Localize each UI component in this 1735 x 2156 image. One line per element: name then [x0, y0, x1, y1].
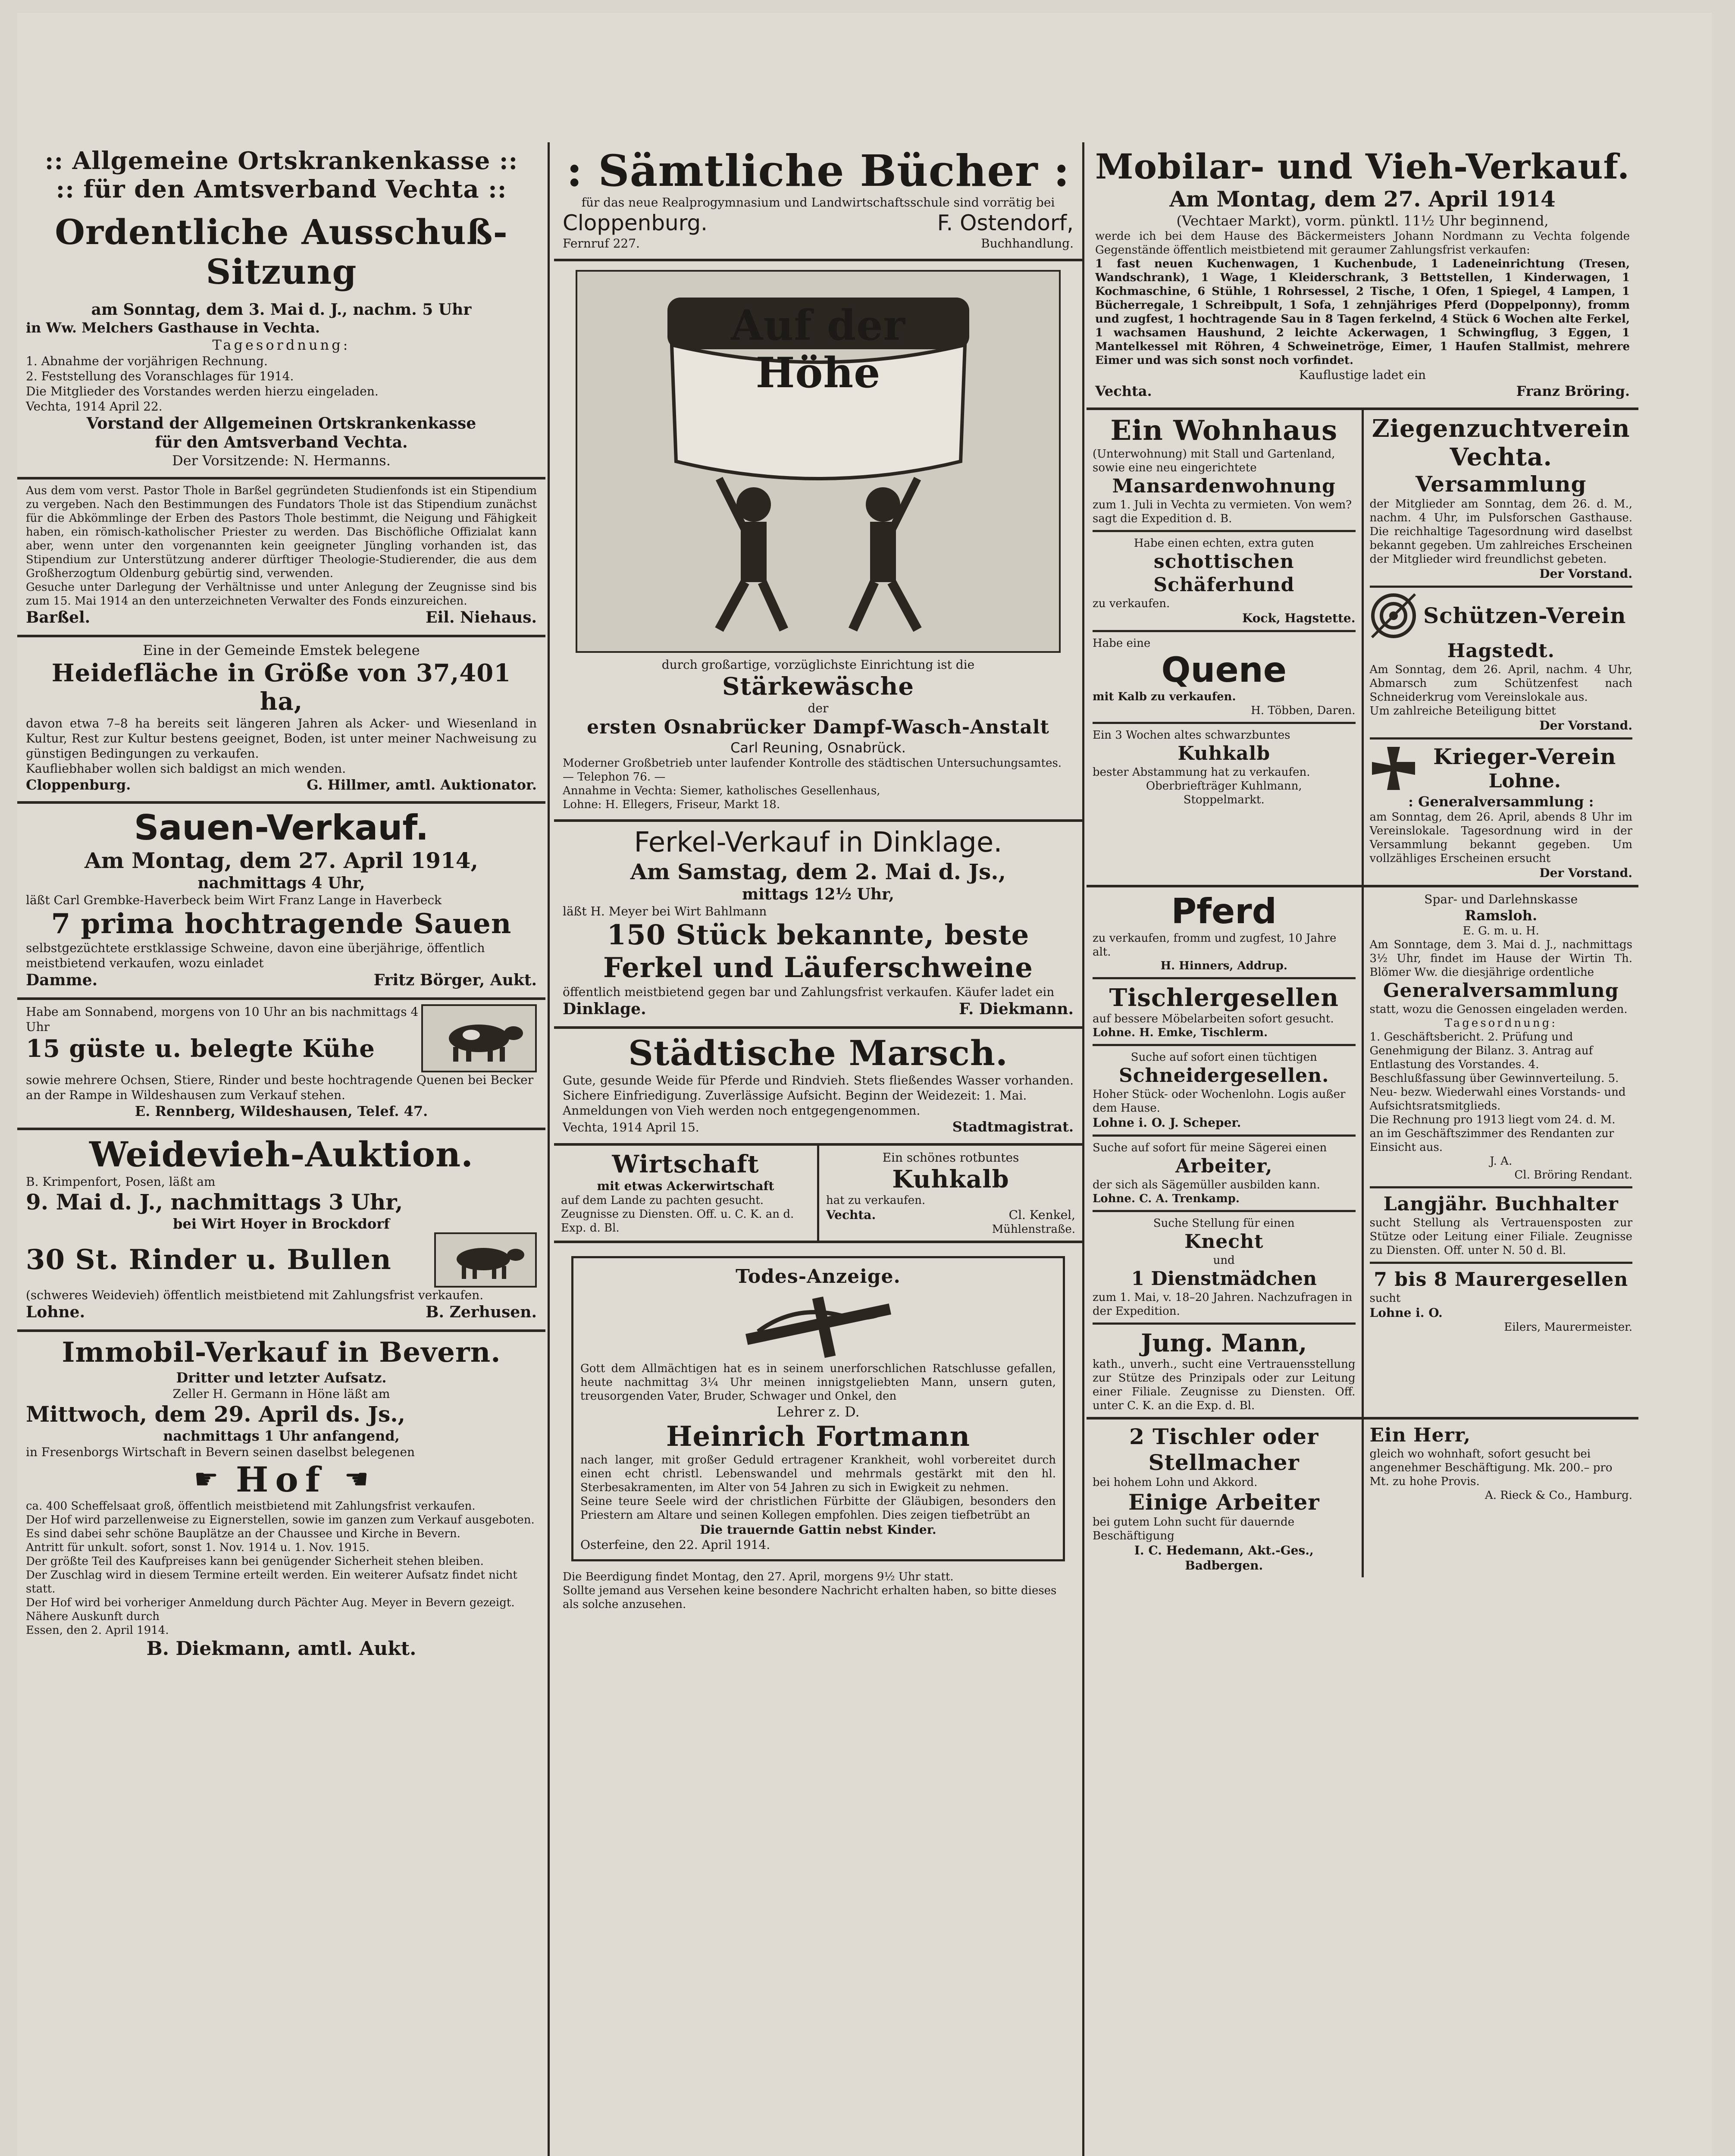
- ad-sauen-verkauf: [17, 804, 545, 1000]
- ad-headline: Ferkel und Läuferschweine: [603, 952, 1033, 984]
- ad-tischlergesellen: [1093, 979, 1356, 1046]
- ad-text: bester Abstammung hat zu verkaufen.: [1093, 766, 1310, 779]
- cross-wreath-illustration: [580, 1288, 1056, 1362]
- ad-text: Seine teure Seele wird der christlichen Fürbitte der Gläubigen, besonders den Priestern am Altare und seinen Kollegen empfohlen. Dies zeigen tiefbetrübt an: [580, 1495, 1056, 1522]
- ad-subtitle: mit etwas Ackerwirtschaft: [597, 1179, 774, 1193]
- ad-title: Todes-Anzeige.: [736, 1266, 901, 1288]
- ad-text: Suche Stellung für einen: [1153, 1217, 1295, 1230]
- ad-headline: 30 St. Rinder u. Bullen: [26, 1244, 391, 1276]
- ad-headline: Kuhkalb: [1178, 743, 1271, 765]
- ad-title: Weidevieh-Auktion.: [89, 1134, 473, 1175]
- agenda-list: 1. Geschäftsbericht. 2. Prüfung und Genehmigung der Bilanz. 3. Antrag auf Entlastung des Vorstandes. 4. Beschlußfassung über Gewinnverteilung. 5. Neu- bezw. Wiederwahl eines Vorstands- und Aufsichtsratsmitglieds.: [1369, 1031, 1626, 1112]
- ad-text: Der Hof wird parzellenweise zu Eignerstellen, sowie im ganzen zum Verkauf ausgeboten.: [26, 1514, 535, 1526]
- ad-signature: B. Diekmann, amtl. Aukt.: [146, 1638, 417, 1660]
- ad-title: Heidefläche in Größe von 37,401 ha,: [51, 659, 511, 716]
- ad-signature: Stoppelmarkt.: [1183, 793, 1265, 806]
- ad-immobil-verkauf: [17, 1332, 545, 1668]
- ad-headline: Generalversammlung: [1383, 980, 1619, 1002]
- sign-text: Auf der Höhe: [731, 301, 905, 397]
- ad-text: Aus dem vom verst. Pastor Thole in Barßel gegründeten Studienfonds ist ein Stipendium zu vergeben. Nach den Bestimmungen des Fundators Thole ist das Stipendium zunächst für die Abkömmlinge der Erben des Pastors Thole bestimmt, die Neigung und Fähigkeit haben, ein römisch-katholischer Priester zu werden. Das Bischöfliche Offizialat kann aber, wenn unter den vorgenannten kein geeigneter Jüngling vorhanden ist, das Stipendium zur Unterstützung anderer dürftiger Theologie-Studierender, die aus dem Großherzogtum Oldenburg gebürtig sind, verwenden.: [26, 484, 537, 580]
- ad-date: Vechta, 1914 April 15.: [563, 1120, 699, 1134]
- ad-text: Habe einen echten, extra guten: [1134, 537, 1314, 550]
- ad-date: Essen, den 2. April 1914.: [26, 1624, 169, 1637]
- ad-place: Cloppenburg.: [563, 210, 708, 235]
- ad-signature: Die trauernde Gattin nebst Kinder.: [700, 1523, 936, 1537]
- ad-text: ca. 400 Scheffelsaat groß, öffentlich meistbietend mit Zahlungsfrist verkaufen.: [26, 1500, 476, 1513]
- ad-text: in Ww. Melchers Gasthause in Vechta.: [26, 320, 320, 336]
- ad-firm: F. Ostendorf,: [937, 210, 1074, 235]
- ad-headline: Stellmacher: [1148, 1450, 1300, 1475]
- ad-signature: Vorstand der Allgemeinen Ortskrankenkasse: [86, 414, 476, 432]
- cow-illustration: [421, 1004, 537, 1072]
- ad-signature: A. Rieck & Co., Hamburg.: [1484, 1489, 1632, 1502]
- ad-title: Ordentliche Ausschuß-Sitzung: [55, 212, 508, 292]
- ad-schneidergesellen: [1093, 1046, 1356, 1137]
- cattle-icon: [442, 1238, 529, 1282]
- ad-text: Am Sonntage, dem 3. Mai d. J., nachmittags 3½ Uhr, findet im Hause der Wirtin Th. Blömer Ww. die diesjährige ordentliche: [1369, 938, 1632, 979]
- ad-text: und: [1213, 1254, 1235, 1267]
- ad-text: zum 1. Juli in Vechta zu vermieten. Von wem? sagt die Expedition d. B.: [1093, 498, 1352, 525]
- ad-text: auf dem Lande zu pachten gesucht. Zeugnisse zu Diensten. Off. u. C. K. an d. Exp. d. Bl.: [561, 1194, 794, 1235]
- ad-title: Immobil-Verkauf in Bevern.: [62, 1336, 501, 1369]
- ad-text: Ein 3 Wochen altes schwarzbuntes: [1093, 729, 1290, 742]
- ad-place: Lohne.: [26, 1303, 85, 1321]
- ad-text: Um zahlreiche Beteiligung bittet: [1369, 705, 1556, 718]
- ad-signature: B. Zerhusen.: [426, 1303, 537, 1321]
- ad-title: Kuhkalb: [892, 1165, 1009, 1194]
- ad-signature: J. A.: [1490, 1155, 1513, 1168]
- ad-text: (schweres Weidevieh) öffentlich meistbietend mit Zahlungsfrist verkaufen.: [26, 1288, 484, 1302]
- ad-signature: Stadtmagistrat.: [952, 1119, 1074, 1135]
- ad-row-1: [1087, 410, 1638, 887]
- ad-headline: Arbeiter,: [1175, 1155, 1273, 1177]
- agenda-item: 1. Abnahme der vorjährigen Rechnung.: [26, 354, 268, 368]
- ad-sparkasse: [1370, 892, 1633, 1188]
- ad-text: bei gutem Lohn sucht für dauernde Beschäftigung: [1093, 1516, 1295, 1542]
- ad-text: davon etwa 7–8 ha bereits seit längeren Jahren als Acker- und Wiesenland in Kultur, Rest zur Kultur bestens geeignet, Boden, ist unter meiner Nachweisung zu günstigen Bedingungen zu verkaufen.: [26, 716, 537, 761]
- ad-schuetzenverein: [1370, 588, 1633, 740]
- ad-text: Anmeldungen von Vieh werden noch entgegengenommen.: [563, 1103, 921, 1118]
- ad-place: Hagstedt.: [1447, 640, 1555, 662]
- ad-signature: Eil. Niehaus.: [426, 608, 537, 627]
- ad-text: Die Rechnung pro 1913 liegt vom 24. d. M. an im Geschäftszimmer des Rendanten zur Einsicht aus.: [1369, 1113, 1616, 1154]
- ad-shop: Buchhandlung.: [981, 236, 1074, 251]
- ad-left-stack: [1087, 887, 1362, 1417]
- ad-date: Am Montag, dem 27. April 1914: [1169, 186, 1556, 212]
- ad-text: der sich als Sägemüller ausbilden kann.: [1093, 1178, 1320, 1191]
- ad-text: bei hohem Lohn und Akkord.: [1093, 1476, 1258, 1489]
- ad-arbeiter: [1093, 1137, 1356, 1212]
- ad-pferd: [1093, 892, 1356, 979]
- ad-todesanzeige: [554, 1243, 1082, 1619]
- ad-buchhalter: [1370, 1188, 1633, 1264]
- ad-title: Städtische Marsch.: [628, 1033, 1008, 1073]
- ad-left-stack: [1087, 410, 1362, 885]
- ad-title: Mobilar- und Vieh-Verkauf.: [1095, 146, 1630, 187]
- ad-headline: 150 Stück bekannte, beste: [607, 919, 1030, 951]
- ad-text: Suche auf sofort für meine Sägerei einen: [1093, 1141, 1327, 1154]
- ad-title: Wirtschaft: [612, 1150, 759, 1178]
- ad-kuhkalb-2: [1093, 724, 1356, 807]
- ad-text: Gute, gesunde Weide für Pferde und Rindvieh. Stets fließendes Wasser vorhanden. Sichere Einfriedigung. Zuverlässige Aufsicht. Beginn der Weidezeit: 1. Mai.: [563, 1073, 1074, 1103]
- ad-headline: Langjähr. Buchhalter: [1383, 1193, 1619, 1215]
- ad-text: am Sonntag, dem 26. April, abends 8 Uhr im Vereinslokale. Tagesordnung wird in der Versammlung bekannt gegeben. Um vollzähliges Erscheinen ersucht: [1369, 811, 1632, 865]
- ad-signature: Kock, Hagstette.: [1242, 611, 1356, 625]
- ad-signature: E. Rennberg, Wildeshausen, Telef. 47.: [135, 1103, 428, 1119]
- ad-row-wirtschaft-kuhkalb: [554, 1146, 1082, 1243]
- ad-kuehe: [17, 1000, 545, 1130]
- ad-headline: Tischlergesellen: [1109, 984, 1339, 1012]
- ad-signature: Cl. Bröring Rendant.: [1514, 1169, 1632, 1181]
- column-middle: [554, 142, 1082, 2156]
- ad-date: Vechta, 1914 April 22.: [26, 399, 163, 414]
- ad-ortskrankenkasse: [17, 142, 545, 479]
- ad-signature: G. Hillmer, amtl. Auktionator.: [307, 777, 537, 793]
- ad-text: bei Wirt Hoyer in Brockdorf: [173, 1216, 390, 1232]
- ad-text: sucht: [1369, 1292, 1401, 1305]
- ad-text: Kaufliebhaber wollen sich baldigst an mich wenden.: [26, 761, 346, 776]
- ad-firm: ersten Osnabrücker Dampf-Wasch-Anstalt: [587, 716, 1049, 738]
- ad-knecht: [1093, 1212, 1356, 1325]
- ad-signature: Cl. Kenkel,: [1008, 1208, 1075, 1222]
- ad-text: Ein schönes rotbuntes: [882, 1150, 1019, 1165]
- ad-signature: Eilers, Maurermeister.: [1504, 1321, 1632, 1334]
- ad-right-stack: [1362, 410, 1639, 885]
- ad-title: Spar- und Darlehnskasse: [1424, 892, 1578, 906]
- ad-signature: Der Vorstand.: [1539, 718, 1632, 733]
- ad-quene: [1093, 632, 1356, 724]
- ad-place: Lohne i. O.: [1369, 1306, 1443, 1320]
- ad-text: Gesuche unter Darlegung der Verhältnisse und unter Anlegung der Zeugnisse sind bis zum 15. Mai 1914 an den unterzeichneten Verwalter des Fonds einzureichen.: [26, 581, 537, 608]
- ad-headline: Versammlung: [1416, 471, 1587, 497]
- ad-place: Lohne.: [1488, 770, 1561, 792]
- ad-signature: H. Hinners, Addrup.: [1160, 959, 1287, 972]
- ad-text: durch großartige, vorzüglichste Einrichtung ist die: [661, 658, 975, 672]
- ad-mobilar-verkauf: [1087, 142, 1638, 410]
- agenda-item: 2. Feststellung des Voranschlages für 1914.: [26, 369, 294, 383]
- ad-text: Hoher Stück- oder Wochenlohn. Logis außer dem Hause.: [1093, 1088, 1346, 1115]
- laundry-illustration: [576, 270, 1061, 653]
- ad-headline: : Generalversammlung :: [1408, 793, 1594, 810]
- ad-text: mit Kalb zu verkaufen.: [1093, 690, 1236, 703]
- ad-text: am Sonntag, dem 3. Mai d. J., nachm. 5 Uhr: [91, 301, 472, 319]
- ad-row-2: [1087, 887, 1638, 1420]
- ad-title: Ein Wohnhaus: [1110, 414, 1338, 447]
- ad-headline: Stärkewäsche: [722, 672, 914, 701]
- ad-text: Zeller H. Germann in Höne läßt am: [172, 1387, 390, 1401]
- ad-text: Antritt für unkult. sofort, sonst 1. Nov. 1914 u. 1. Nov. 1915.: [26, 1541, 370, 1554]
- ad-text: läßt H. Meyer bei Wirt Bahlmann: [563, 904, 767, 918]
- cattle-illustration: [434, 1232, 537, 1288]
- ad-text: mittags 12½ Uhr,: [742, 885, 894, 903]
- ad-text: Sollte jemand aus Versehen keine besondere Nachricht erhalten haben, so bitte dieses als solche anzusehen.: [563, 1584, 1057, 1611]
- column-rule-1: [548, 142, 550, 2156]
- ad-signature: F. Diekmann.: [958, 1000, 1074, 1018]
- ad-headline: Mansardenwohnung: [1112, 475, 1336, 497]
- ad-headline: Schneidergesellen.: [1119, 1065, 1329, 1087]
- ad-place: Vechta.: [826, 1208, 876, 1222]
- ad-header: :: für den Amtsverband Vechta ::: [56, 175, 507, 204]
- ad-title: : Sämtliche Bücher :: [566, 145, 1070, 196]
- ad-stipendium: [17, 479, 545, 637]
- obituary-rank: Lehrer z. D.: [777, 1404, 860, 1420]
- ad-text: B. Krimpenfort, Posen, läßt am: [26, 1175, 216, 1189]
- ad-text: Suche auf sofort einen tüchtigen: [1131, 1051, 1317, 1064]
- ad-text: Lohne: H. Ellegers, Friseur, Markt 18.: [563, 798, 780, 811]
- ad-date: Osterfeine, den 22. April 1914.: [580, 1538, 770, 1552]
- ad-date: Am Montag, dem 27. April 1914,: [85, 848, 478, 873]
- ad-headline: 15 güste u. belegte Kühe: [26, 1034, 375, 1063]
- obituary-name: Heinrich Fortmann: [666, 1420, 970, 1453]
- ad-text: zum 1. Mai, v. 18–20 Jahren. Nachzufragen in der Expedition.: [1093, 1291, 1353, 1318]
- ad-signature: für den Amtsverband Vechta.: [155, 433, 408, 451]
- ad-signature: Lohne. C. A. Trenkamp.: [1093, 1192, 1240, 1205]
- ad-hedemann: [1087, 1420, 1362, 1577]
- ad-text: Annahme in Vechta: Siemer, katholisches Gesellenhaus,: [563, 784, 880, 797]
- ad-text: (Vechtaer Markt), vorm. pünktl. 11½ Uhr beginnend,: [1176, 213, 1549, 229]
- ad-text: Der Hof wird bei vorheriger Anmeldung durch Pächter Aug. Meyer in Bevern gezeigt. Nähere Auskunft durch: [26, 1596, 515, 1623]
- ad-staedtische-marsch: [554, 1029, 1082, 1146]
- ad-text: Der größte Teil des Kaufpreises kann bei genügender Sicherheit stehen bleiben.: [26, 1555, 484, 1568]
- ad-text: Habe eine: [1093, 637, 1151, 650]
- ad-place: Vechta.: [1095, 383, 1152, 399]
- ad-subtitle: E. G. m. u. H.: [1463, 924, 1539, 937]
- ad-text: in Fresenborgs Wirtschaft in Bevern seinen daselbst belegenen: [26, 1445, 415, 1459]
- ad-text: nachmittags 4 Uhr,: [197, 874, 365, 892]
- ad-title: Ferkel-Verkauf in Dinklage.: [634, 827, 1002, 859]
- ad-text: (Unterwohnung) mit Stall und Gartenland, sowie eine neu eingerichtete: [1093, 448, 1335, 474]
- ad-text: Eine in der Gemeinde Emstek belegene: [143, 642, 420, 658]
- cross-icon: [706, 1288, 930, 1362]
- ad-text: zu verkaufen.: [1093, 597, 1170, 610]
- cow-icon: [432, 1012, 526, 1064]
- ad-wirtschaft: [554, 1146, 817, 1241]
- ad-phone: Fernruf 227.: [563, 236, 640, 251]
- agenda-label: Tagesordnung:: [1444, 1017, 1558, 1030]
- ad-text: öffentlich meistbietend gegen bar und Zahlungsfrist verkaufen. Käufer ladet ein: [563, 985, 1055, 999]
- ad-ferkel-verkauf: [554, 822, 1082, 1029]
- ad-headline: Hof: [235, 1459, 327, 1500]
- obituary-frame: [571, 1256, 1065, 1561]
- ad-signature: Lohne. H. Emke, Tischlerm.: [1093, 1026, 1268, 1039]
- ad-row-3: [1087, 1420, 1638, 1577]
- ad-text: statt, wozu die Genossen eingeladen werden.: [1369, 1003, 1628, 1016]
- ad-text: Der Zuschlag wird in diesem Termine erteilt werden. Ein weiterer Aufsatz findet nicht statt.: [26, 1569, 517, 1595]
- ad-signature: Der Vorstand.: [1539, 567, 1632, 581]
- ad-text: nach langer, mit großer Geduld ertragener Krankheit, wohl vorbereitet durch einen echt christl. Lebenswandel und mehrmals gestärkt mit den hl. Sterbesakramenten, im Alter von 54 Jahren zu sich in Ewigkeit zu nehmen.: [580, 1454, 1056, 1494]
- column-rule-2: [1082, 142, 1084, 2156]
- ad-text: selbstgezüchtete erstklassige Schweine, davon eine überjährige, öffentlich meistbietend verkaufen, wozu einladet: [26, 941, 485, 970]
- ad-ein-herr: [1362, 1420, 1639, 1577]
- ad-signature: H. Többen, Daren.: [1251, 704, 1356, 717]
- ad-title: Krieger-Verein: [1433, 744, 1616, 769]
- column-right: [1087, 142, 1638, 2156]
- agenda-label: Tagesordnung:: [212, 337, 351, 353]
- ad-firm: I. C. Hedemann, Akt.-Ges.,: [1134, 1543, 1314, 1557]
- ad-title: Schützen-Verein: [1423, 603, 1626, 628]
- ad-jung-mann: [1093, 1325, 1356, 1413]
- ad-signature: Der Vorstand.: [1539, 866, 1632, 880]
- ad-text: sowie mehrere Ochsen, Stiere, Rinder und beste hochtragende Quenen bei Becker an der Rampe in Wildeshausen zum Verkauf stehen.: [26, 1073, 534, 1102]
- ad-text: Habe am Sonnabend, morgens von 10 Uhr an bis nachmittags 4 Uhr: [26, 1005, 419, 1034]
- ad-place: Barßel.: [26, 608, 91, 627]
- ad-subtitle: Dritter und letzter Aufsatz.: [176, 1369, 387, 1386]
- ad-signature: Oberbriefträger Kuhlmann,: [1146, 780, 1302, 793]
- ad-place: Badbergen.: [1185, 1558, 1263, 1573]
- ad-headline: 1 Dienstmädchen: [1131, 1268, 1317, 1290]
- ad-signature: Der Vorsitzende: N. Hermanns.: [172, 452, 391, 469]
- ad-headline: Ein Herr,: [1369, 1424, 1471, 1446]
- ad-date: Mittwoch, dem 29. April ds. Js.,: [26, 1401, 406, 1427]
- ad-text: Kauflustige ladet ein: [1299, 368, 1426, 382]
- ad-schaeferhund: [1093, 532, 1356, 632]
- ad-headline: 2 Tischler oder: [1129, 1424, 1319, 1449]
- ad-headline: schottischen Schäferhund: [1153, 551, 1295, 596]
- ad-headline: Knecht: [1184, 1231, 1264, 1253]
- ad-signature: Franz Bröring.: [1516, 383, 1630, 399]
- ad-text: werde ich bei dem Hause des Bäckermeisters Johann Nordmann zu Vechta folgende Gegenstände öffentlich meistbietend mit geraumer Zahlungsfrist verkaufen:: [1095, 230, 1630, 257]
- column-left: [17, 142, 545, 2156]
- ad-text: Die Mitglieder des Vorstandes werden hierzu eingeladen.: [26, 384, 379, 398]
- ad-date: 9. Mai d. J., nachmittags 3 Uhr,: [26, 1189, 403, 1215]
- ad-headline: Quene: [1161, 650, 1287, 690]
- ad-list: 1 fast neuen Kuchenwagen, 1 Kuchenbude, 1 Ladeneinrichtung (Tresen, Wandschrank), 1 Wage, 1 Kleiderschrank, 3 Bettstellen, 1 Kinderwagen, 1 Kochmaschine, 6 Stühle, 1 Rohrsessel, 2 Tische, 1 Ofen, 1 Spiegel, 4 Lampen, 1 Bücherregale, 1 Schreibpult, 1 Sofa, 1 zehnjähriges Pferd (Doppelponny), fromm und zugfest, 1 hochtragende Sau in 8 Tagen ferkelnd, 4 Stück 6 Wochen alte Ferkel, 1 wachsamen Haushund, 2 leichte Ackerwagen, 1 Schwingflug, 3 Eggen, 1 Mantelkessel mit Röhren, 4 Schweinetröge, Eimer, 1 Haufen Stallmist, mehrere Eimer und was sich sonst noch vorfindet.: [1095, 257, 1630, 367]
- ad-text: Am Sonntag, dem 26. April, nachm. 4 Uhr, Abmarsch zum Schützenfest nach Schneiderkrug vom Vereinslokale aus.: [1369, 663, 1632, 704]
- ad-text: gleich wo wohnhaft, sofort gesucht bei angenehmer Beschäftigung. Mk. 200.– pro Mt. zu hohe Provis.: [1369, 1448, 1613, 1488]
- ad-right-stack: [1362, 887, 1639, 1417]
- ad-signature: Lohne i. O. J. Scheper.: [1093, 1116, 1241, 1130]
- ad-buecher: [554, 142, 1082, 261]
- ad-headline: Pferd: [1171, 891, 1277, 931]
- ad-headline: 7 prima hochtragende Sauen: [51, 908, 512, 940]
- newspaper-page: [17, 13, 1712, 2156]
- ad-place: Ramsloh.: [1465, 907, 1538, 924]
- ad-weidevieh: [17, 1130, 545, 1332]
- ad-kuhkalb: [817, 1146, 1082, 1241]
- ad-signature: Mühlenstraße.: [992, 1223, 1075, 1236]
- ad-title: Vechta.: [1450, 443, 1552, 471]
- ad-text: Es sind dabei sehr schöne Bauplätze an der Chaussee und Kirche in Bevern.: [26, 1527, 460, 1540]
- ad-text: der: [808, 701, 829, 715]
- ad-text: Die Beerdigung findet Montag, den 27. April, morgens 9½ Uhr statt.: [563, 1570, 954, 1583]
- ad-ziegenzucht: [1370, 414, 1633, 588]
- ad-title: Sauen-Verkauf.: [134, 808, 429, 848]
- ad-text: auf bessere Möbelarbeiten sofort gesucht.: [1093, 1012, 1334, 1025]
- ad-text: der Mitglieder am Sonntag, dem 26. d. M., nachm. 4 Uhr, im Pulsforschen Gasthause. Die reichhaltige Tagesordnung wird daselbst bekannt gegeben. Um zahlreiches Erscheinen der Mitglieder wird freundlichst gebeten.: [1369, 498, 1632, 566]
- ad-text: nachmittags 1 Uhr anfangend,: [163, 1428, 400, 1444]
- iron-cross-icon: [1370, 745, 1417, 792]
- ad-text: kath., unverh., sucht eine Vertrauensstellung zur Stütze des Prinzipals oder zur Leitung einer Filiale. Zeugnisse zu Diensten. Off. unter C. K. an die Exp. d. Bl.: [1093, 1358, 1356, 1412]
- ad-header: :: Allgemeine Ortskrankenkasse ::: [44, 147, 518, 175]
- ad-text: läßt Carl Grembke-Haverbeck beim Wirt Franz Lange in Haverbeck: [26, 893, 442, 907]
- ad-text: Gott dem Allmächtigen hat es in seinem unerforschlichen Ratschlusse gefallen, heute nachmittag 3¼ Uhr meinen innigstgeliebten Mann, unsern guten, treusorgenden Vater, Bruder, Schwager und Onkel, den: [580, 1362, 1056, 1403]
- ad-maurergesellen: [1370, 1264, 1633, 1334]
- ad-kriegerverein: [1370, 740, 1633, 881]
- ad-text: zu verkaufen, fromm und zugfest, 10 Jahre alt.: [1093, 932, 1337, 959]
- ad-headline: 7 bis 8 Maurergesellen: [1374, 1269, 1629, 1291]
- ad-place: Damme.: [26, 971, 98, 989]
- pointing-hand-icon: ☚: [344, 1463, 369, 1495]
- ad-date: Am Samstag, dem 2. Mai d. Js.,: [630, 859, 1006, 884]
- pointing-hand-icon: ☛: [194, 1463, 219, 1495]
- ad-text: sucht Stellung als Vertrauensposten zur Stütze oder Leitung einer Filiale. Zeugnisse zu Diensten. Off. unter N. 50 d. Bl.: [1369, 1216, 1632, 1257]
- ad-text: hat zu verkaufen.: [826, 1194, 926, 1207]
- ad-signature: Fritz Börger, Aukt.: [373, 971, 537, 989]
- ad-title: Ziegenzuchtverein: [1372, 414, 1630, 443]
- ad-place: Dinklage.: [563, 1000, 646, 1018]
- ad-heideflaeche: [17, 637, 545, 804]
- ad-headline: Einige Arbeiter: [1128, 1489, 1320, 1515]
- ad-place: Cloppenburg.: [26, 777, 131, 793]
- ad-text: für das neue Realprogymnasium und Landwirtschaftsschule sind vorrätig bei: [581, 195, 1055, 210]
- ad-headline: Jung. Mann,: [1141, 1329, 1307, 1357]
- ad-staerkewaesche: [554, 261, 1082, 822]
- target-icon: [1370, 592, 1417, 639]
- ad-wohnhaus: [1093, 414, 1356, 532]
- ad-owner: Carl Reuning, Osnabrück.: [730, 740, 906, 756]
- ad-text: Moderner Großbetrieb unter laufender Kontrolle des städtischen Untersuchungsamtes. — Telephon 76. —: [563, 757, 1062, 783]
